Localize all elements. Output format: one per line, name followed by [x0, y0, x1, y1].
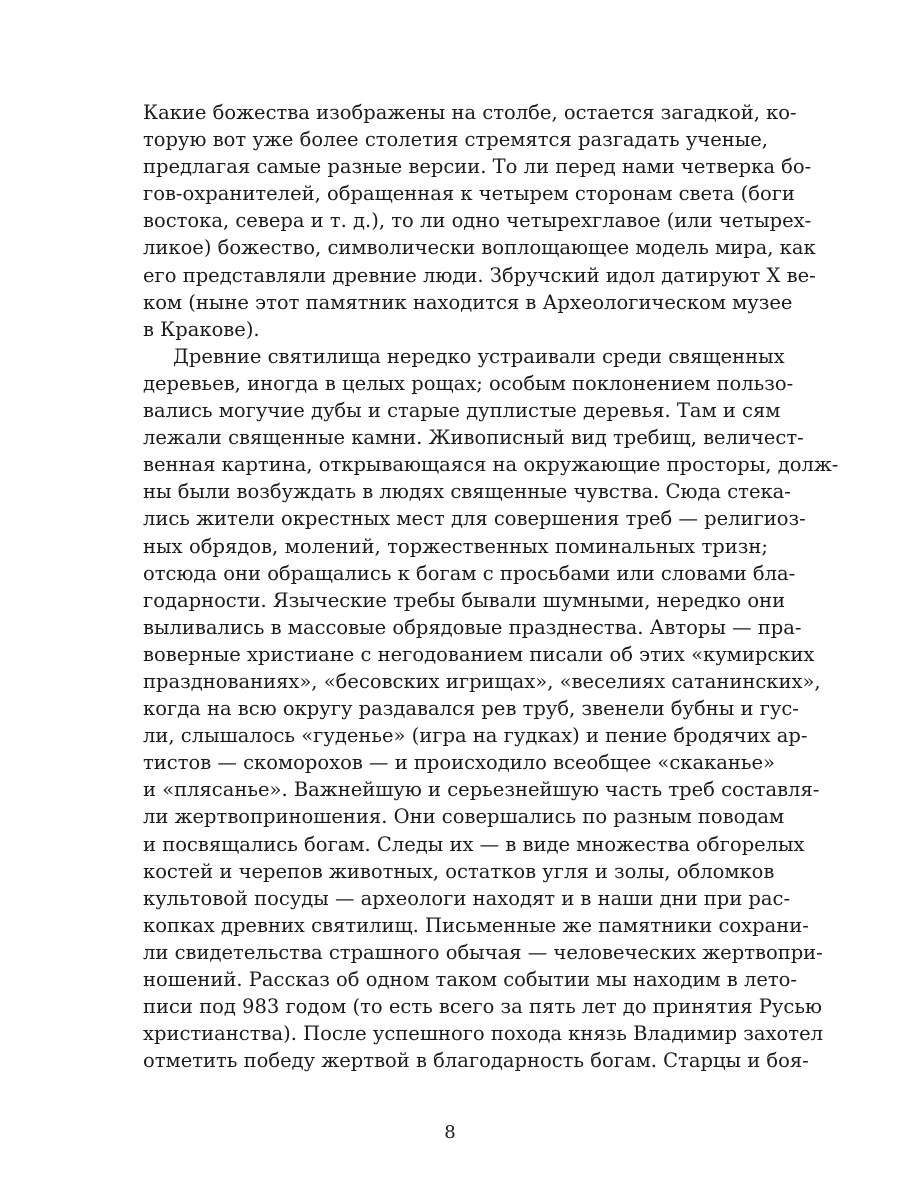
text-line: и «плясанье». Важнейшую и серьезнейшую часть треб составля-	[143, 778, 820, 802]
body-text	[143, 99, 839, 1074]
text-line: костей и черепов животных, остатков угля и золы, обломков	[143, 859, 775, 883]
text-line: ношений. Рассказ об одном таком событии мы находим в лето-	[143, 968, 798, 991]
text-line: венная картина, открывающаяся на окружающие просторы, долж-	[143, 453, 839, 477]
page-number: 8	[444, 1122, 456, 1143]
text-line: выливались в массовые обрядовые празднества. Авторы — пра-	[143, 615, 802, 639]
text-line: ликое) божество, символически воплощающее модель мира, как	[143, 236, 816, 260]
text-line: предлагая самые разные версии. То ли перед нами четверка бо-	[143, 155, 812, 179]
text-line: празднованиях», «бесовских игрищах», «веселиях сатанинских»,	[143, 669, 821, 693]
text-line: гов-охранителей, обращенная к четырем сторонам света (боги	[143, 182, 795, 206]
text-line: ных обрядов, молений, торжественных поминальных тризн;	[143, 534, 768, 558]
text-line: Какие божества изображены на столбе, остается загадкой, ко-	[143, 101, 797, 124]
text-line: христианства). После успешного похода князь Владимир захотел	[143, 1022, 824, 1046]
text-line: годарности. Языческие требы бывали шумными, нередко они	[143, 588, 786, 612]
text-line: востока, севера и т. д.), то ли одно четырехглавое (или четырех-	[143, 209, 812, 233]
text-line: торую вот уже более столетия стремятся разгадать ученые,	[143, 128, 768, 152]
text-line: копках древних святилищ. Письменные же памятники сохрани-	[143, 913, 809, 937]
text-line: его представляли древние люди. Збручский идол датируют X ве-	[143, 263, 816, 287]
text-line: отсюда они обращались к богам с просьбами или словами бла-	[143, 561, 796, 585]
paragraph	[143, 99, 816, 343]
paragraph	[143, 343, 839, 1075]
text-line: Древние святилища нередко устраивали среди священных	[173, 344, 785, 368]
text-line: писи под 983 годом (то есть всего за пять лет до принятия Русью	[143, 995, 822, 1019]
text-line: деревьев, иногда в целых рощах; особым поклонением пользо-	[143, 371, 794, 395]
text-line: ли жертвоприношения. Они совершались по разным поводам	[143, 805, 785, 829]
text-line: лежали священные камни. Живописный вид требищ, величест-	[143, 426, 804, 450]
text-line: воверные христиане с негодованием писали об этих «кумирских	[143, 642, 815, 666]
text-line: в Кракове).	[143, 317, 260, 341]
text-line: вались могучие дубы и старые дуплистые деревья. Там и сям	[143, 399, 781, 423]
text-line: тистов — скоморохов — и происходило всеобщее «скаканье»	[143, 751, 775, 775]
text-line: ли свидетельства страшного обычая — человеческих жертвопри-	[143, 940, 823, 964]
text-line: ком (ныне этот памятник находится в Археологическом музее	[143, 290, 793, 314]
text-line: ны были возбуждать в людях священные чувства. Сюда стека-	[143, 480, 791, 504]
text-line: отметить победу жертвой в благодарность богам. Старцы и боя-	[143, 1049, 809, 1073]
text-line: когда на всю округу раздавался рев труб, звенели бубны и гус-	[143, 697, 799, 721]
text-line: и посвящались богам. Следы их — в виде множества обгорелых	[143, 832, 805, 856]
text-line: культовой посуды — археологи находят и в наши дни при рас-	[143, 886, 791, 910]
text-line: ли, слышалось «гуденье» (игра на гудках) и пение бродячих ар-	[143, 724, 808, 748]
text-line: лись жители окрестных мест для совершения треб — религиоз-	[143, 507, 806, 531]
